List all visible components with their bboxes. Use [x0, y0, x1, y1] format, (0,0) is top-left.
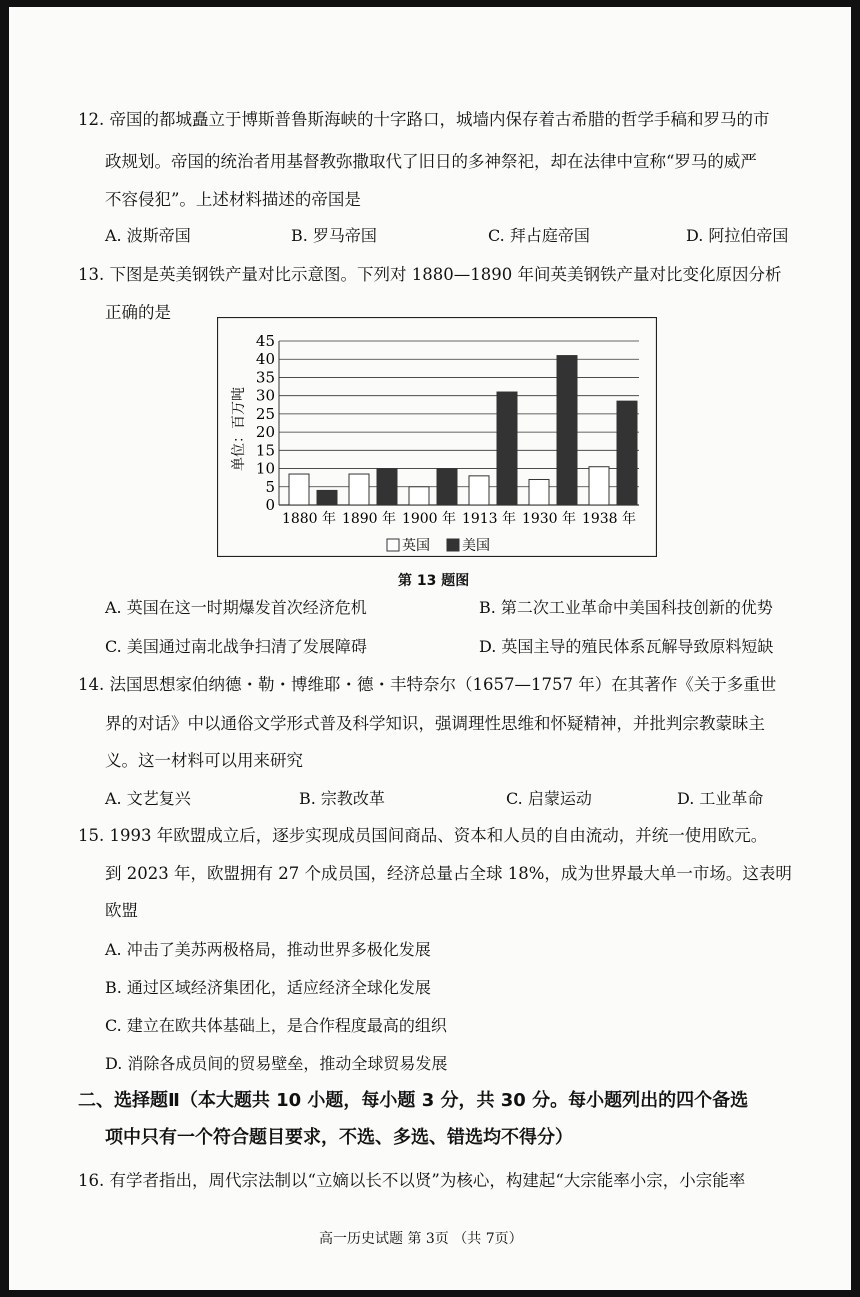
y-axis-label: 单位：百万吨: [231, 387, 247, 471]
bar-us: [617, 401, 637, 505]
section-2-heading-line-1: 二、选择题Ⅱ（本大题共 10 小题，每小题 3 分，共 30 分。每小题列出的四个备选: [78, 1090, 749, 1111]
legend-swatch: [447, 539, 459, 551]
q13-line-2: 正确的是: [105, 303, 171, 322]
y-tick-label: 20: [255, 423, 275, 442]
legend-swatch: [387, 539, 399, 551]
y-tick-label: 35: [255, 368, 275, 387]
q13-option-a[interactable]: A. 英国在这一时期爆发首次经济危机: [105, 598, 367, 617]
q12-option-d[interactable]: D. 阿拉伯帝国: [686, 226, 789, 245]
x-tick-label: 1880 年: [281, 511, 337, 527]
exam-page: [9, 7, 851, 1290]
y-tick-label: 30: [255, 386, 275, 405]
bar-uk: [529, 479, 549, 505]
bar-us: [557, 356, 577, 505]
q15-line-1: 15. 1993 年欧盟成立后，逐步实现成员国间商品、资本和人员的自由流动，并统一使用欧元。: [78, 826, 768, 845]
q13-option-d[interactable]: D. 英国主导的殖民体系瓦解导致原料短缺: [479, 637, 774, 656]
y-tick-label: 25: [255, 404, 275, 423]
q12-line-1: 12. 帝国的都城矗立于博斯普鲁斯海峡的十字路口，城墙内保存着古希腊的哲学手稿和罗马的市: [78, 110, 770, 129]
q12-line-3: 不容侵犯”。上述材料描述的帝国是: [105, 190, 361, 209]
figure-caption: 第 13 题图: [398, 573, 470, 589]
q15-line-3: 欧盟: [105, 901, 138, 920]
legend-label: 美国: [462, 538, 490, 554]
page-footer: 高一历史试题 第 3页 （共 7页）: [319, 1231, 523, 1247]
bar-us: [317, 490, 337, 505]
q12-line-2: 政规划。帝国的统治者用基督教弥撒取代了旧日的多神祭祀，却在法律中宣称“罗马的威严: [105, 152, 757, 171]
y-tick-label: 10: [255, 459, 275, 478]
bar-us: [377, 469, 397, 505]
q15-option-b[interactable]: B. 通过区域经济集团化，适应经济全球化发展: [105, 978, 431, 997]
section-2-heading-line-2: 项中只有一个符合题目要求，不选、多选、错选均不得分）: [105, 1127, 573, 1148]
x-tick-label: 1900 年: [401, 511, 457, 527]
bar-uk: [589, 467, 609, 505]
q14-line-1: 14. 法国思想家伯纳德・勒・博维耶・德・丰特奈尔（1657—1757 年）在其著作《关于多重世: [78, 675, 777, 694]
y-tick-label: 0: [265, 496, 275, 514]
x-tick-label: 1890 年: [341, 511, 397, 527]
q14-option-c[interactable]: C. 启蒙运动: [506, 789, 592, 808]
q14-option-d[interactable]: D. 工业革命: [677, 789, 764, 808]
legend-label: 英国: [402, 538, 430, 554]
y-tick-label: 5: [265, 477, 275, 496]
q15-option-a[interactable]: A. 冲击了美苏两极格局，推动世界多极化发展: [105, 940, 431, 959]
bar-uk: [289, 474, 309, 505]
q14-option-a[interactable]: A. 文艺复兴: [105, 789, 191, 808]
q14-line-2: 界的对话》中以通俗文学形式普及科学知识，强调理性思维和怀疑精神，并批判宗教蒙昧主: [105, 714, 765, 733]
steel-output-chart: [217, 317, 657, 557]
bar-uk: [409, 487, 429, 505]
q12-option-b[interactable]: B. 罗马帝国: [291, 226, 377, 245]
q16-line-1: 16. 有学者指出，周代宗法制以“立嫡以长不以贤”为核心，构建起“大宗能率小宗，小宗能率: [78, 1171, 746, 1190]
bar-us: [497, 392, 517, 505]
q15-line-2: 到 2023 年，欧盟拥有 27 个成员国，经济总量占全球 18%，成为世界最大单一市场。这表明: [105, 864, 792, 883]
q13-option-c[interactable]: C. 美国通过南北战争扫清了发展障碍: [105, 637, 367, 656]
q12-option-a[interactable]: A. 波斯帝国: [105, 226, 191, 245]
y-tick-label: 15: [255, 441, 275, 460]
bar-uk: [349, 474, 369, 505]
x-tick-label: 1938 年: [581, 511, 637, 527]
q13-line-1: 13. 下图是英美钢铁产量对比示意图。下列对 1880—1890 年间英美钢铁产量对比变化原因分析: [78, 265, 782, 284]
bar-uk: [469, 476, 489, 505]
q15-option-c[interactable]: C. 建立在欧共体基础上，是合作程度最高的组织: [105, 1016, 447, 1035]
q12-option-c[interactable]: C. 拜占庭帝国: [488, 226, 590, 245]
x-tick-label: 1913 年: [461, 511, 517, 527]
x-tick-label: 1930 年: [521, 511, 577, 527]
y-tick-label: 45: [255, 332, 275, 350]
bar-us: [437, 469, 457, 505]
y-tick-label: 40: [255, 350, 275, 369]
q14-line-3: 义。这一材料可以用来研究: [105, 751, 303, 770]
q14-option-b[interactable]: B. 宗教改革: [299, 789, 385, 808]
q13-option-b[interactable]: B. 第二次工业革命中美国科技创新的优势: [479, 598, 773, 617]
q15-option-d[interactable]: D. 消除各成员间的贸易壁垒，推动全球贸易发展: [105, 1054, 448, 1073]
